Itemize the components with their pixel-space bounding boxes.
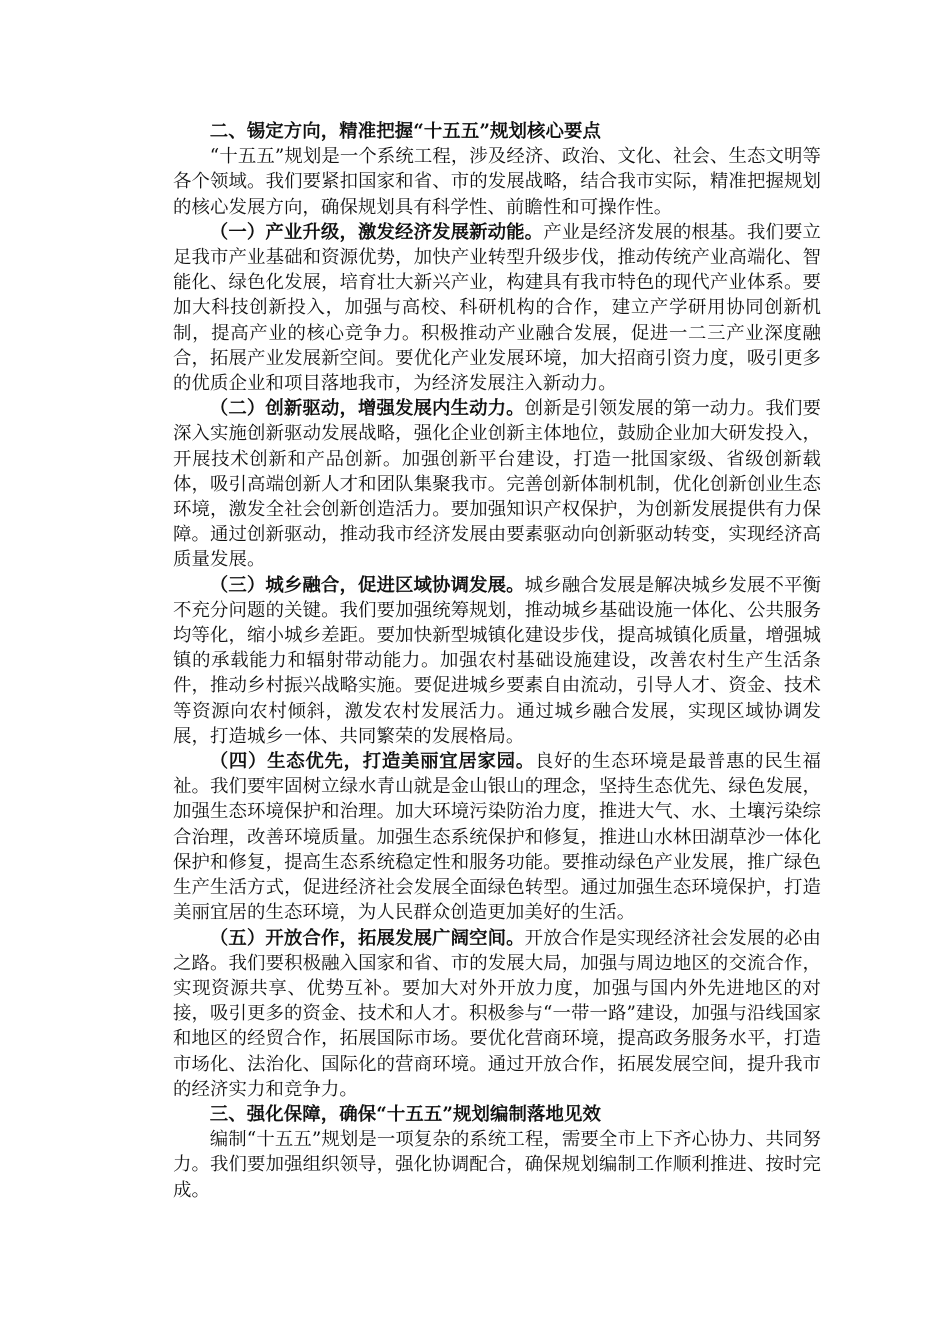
paragraph-lead: （二）创新驱动，增强发展内生动力。 [209, 398, 525, 420]
section-2-heading: 二、锡定方向，精准把握“十五五”规划核心要点 [209, 121, 601, 142]
paragraph-lead: （三）城乡融合，促进区域协调发展。 [209, 574, 525, 596]
paragraph-innovation [173, 396, 821, 572]
paragraph-urban-rural [173, 573, 821, 749]
paragraph-body: 产业是经济发展的根基。我们要立足我市产业基础和资源优势，加快产业转型升级步伐，推动传统产业高端化、智能化、绿色化发展，培育壮大新兴产业，构建具有我市特色的现代产业体系。要加大科技创新投入，加强与高校、科研机构的合作，建立产学研用协同创新机制，提高产业的核心竞争力。积极推动产业融合发展，促进一二三产业深度融合，拓展产业发展新空间。要优化产业发展环境，加大招商引资力度，吸引更多的优质企业和项目落地我市，为经济发展注入新动力。 [173, 221, 821, 395]
paragraph-open-cooperation [173, 926, 821, 1102]
paragraph-body: 开放合作是实现经济社会发展的必由之路。我们要积极融入国家和省、市的发展大局，加强与周边地区的交流合作，实现资源共享、优势互补。要加大对外开放力度，加强与国内外先进地区的对接，吸引更多的资金、技术和人才。积极参与“一带一路”建设，加强与沿线国家和地区的经贸合作，拓展国际市场。要优化营商环境，提高政务服务水平，打造市场化、法治化、国际化的营商环境。通过开放合作，拓展发展空间，提升我市的经济实力和竞争力。 [173, 927, 821, 1100]
paragraph-body: 城乡融合发展是解决城乡发展不平衡不充分问题的关键。我们要加强统筹规划，推动城乡基础设施一体化、公共服务均等化，缩小城乡差距。要加快新型城镇化建设步伐，提高城镇化质量，增强城镇的承载能力和辐射带动能力。加强农村基础设施建设，改善农村生产生活条件，推动乡村振兴战略实施。要促进城乡要素自由流动，引导人才、资金、技术等资源向农村倾斜，激发农村发展活力。通过城乡融合发展，实现区域协调发展，打造城乡一体、共同繁荣的发展格局。 [173, 574, 821, 747]
paragraph-body: 创新是引领发展的第一动力。我们要深入实施创新驱动发展战略，强化企业创新主体地位，鼓励企业加大研发投入，开展技术创新和产品创新。加强创新平台建设，打造一批国家级、省级创新载体，吸引高端创新人才和团队集聚我市。完善创新体制机制，优化创新创业生态环境，激发全社会创新创造活力。要加强知识产权保护，为创新发展提供有力保障。通过创新驱动，推动我市经济发展由要素驱动向创新驱动转变，实现经济高质量发展。 [173, 398, 821, 571]
paragraph-ecology [173, 749, 821, 925]
section-2-intro: “十五五”规划是一个系统工程，涉及经济、政治、文化、社会、生态文明等各个领域。我们要紧扣国家和省、市的发展战略，结合我市实际，精准把握规划的核心发展方向，确保规划具有科学性、前瞻性和可操作性。 [173, 146, 821, 218]
section-3-heading: 三、强化保障，确保“十五五”规划编制落地见效 [209, 1103, 601, 1125]
paragraph-lead: （五）开放合作，拓展发展广阔空间。 [209, 927, 525, 949]
paragraph-lead: （一）产业升级，激发经济发展新动能。 [209, 221, 544, 243]
paragraph-lead: （四）生态优先，打造美丽宜居家园。 [209, 751, 535, 773]
paragraph-body: 良好的生态环境是最普惠的民生福祉。我们要牢固树立绿水青山就是金山银山的理念，坚持生态优先、绿色发展，加强生态环境保护和治理。加大环境污染防治力度，推进大气、水、土壤污染综合治理，改善环境质量。加强生态系统保护和修复，推进山水林田湖草沙一体化保护和修复，提高生态系统稳定性和服务功能。要推动绿色产业发展，推广绿色生产生活方式，促进经济社会发展全面绿色转型。通过加强生态环境保护，打造美丽宜居的生态环境，为人民群众创造更加美好的生活。 [173, 751, 821, 924]
section-3-intro: 编制“十五五”规划是一项复杂的系统工程，需要全市上下齐心协力、共同努力。我们要加强组织领导，强化协调配合，确保规划编制工作顺利推进、按时完成。 [173, 1129, 821, 1201]
document-page [173, 119, 821, 1203]
paragraph-industry-upgrade [173, 220, 821, 396]
